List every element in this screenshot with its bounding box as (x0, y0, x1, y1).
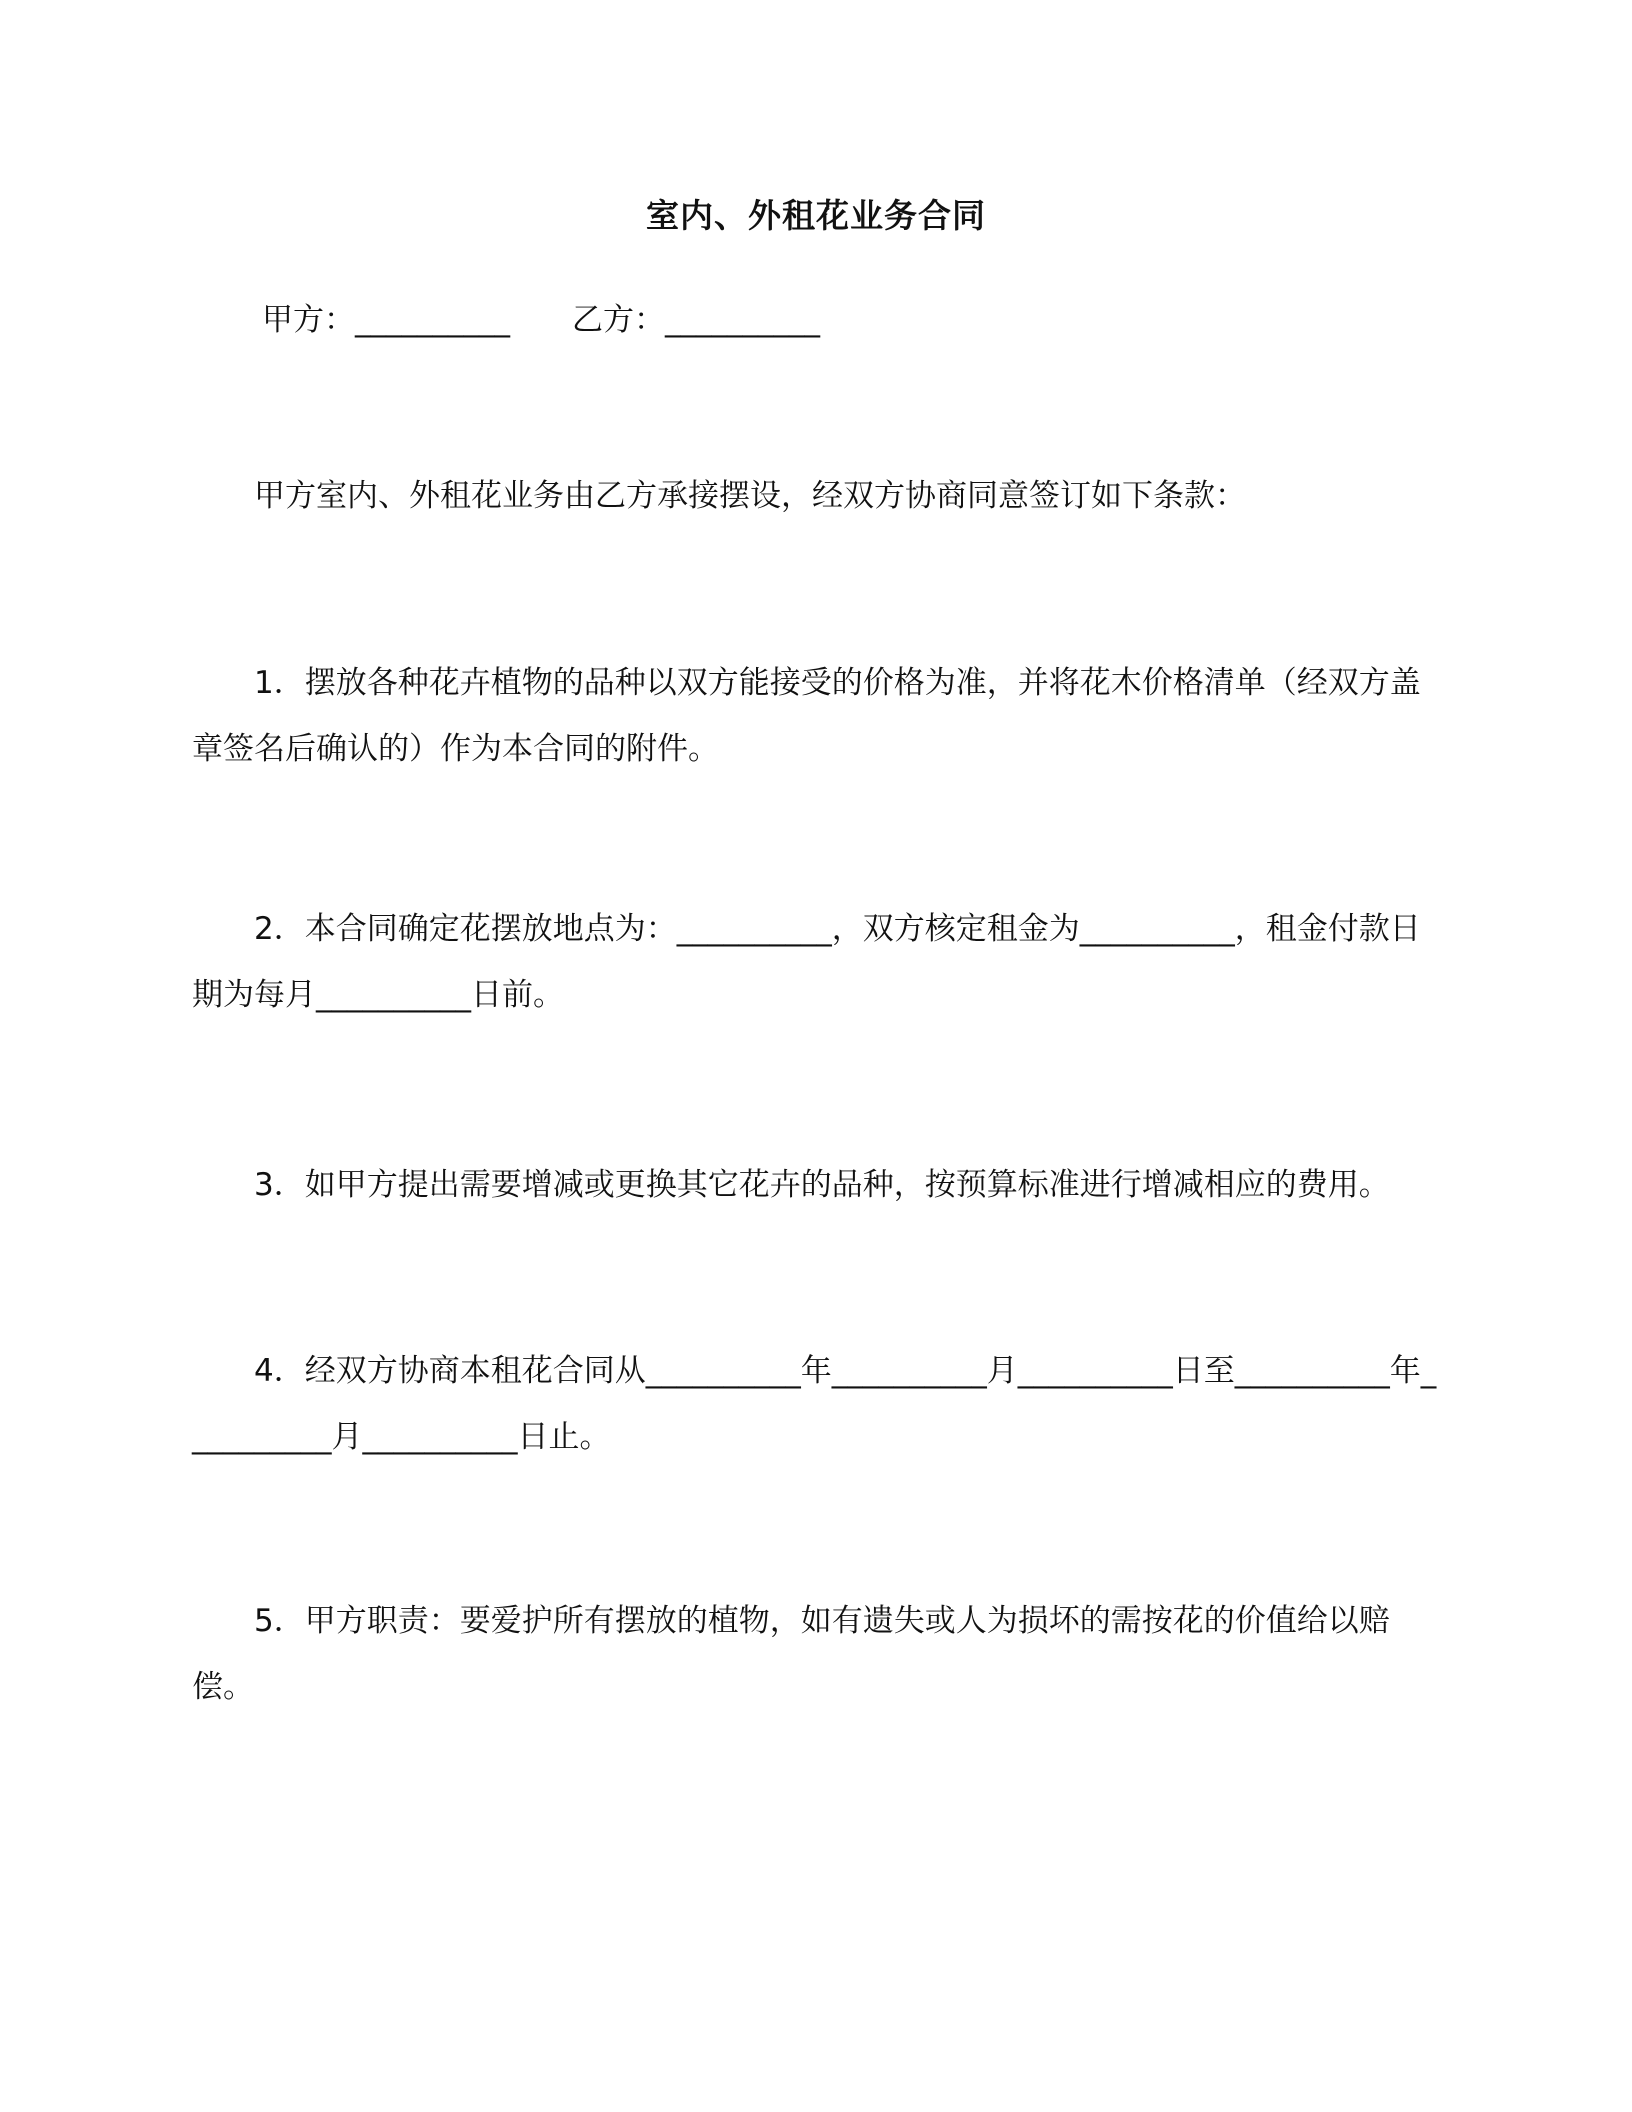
intro-paragraph: 甲方室内、外租花业务由乙方承接摆设，经双方协商同意签订如下条款： (254, 478, 1246, 514)
document-title: 室内、外租花业务合同 (646, 196, 986, 235)
clause-1: 1．摆放各种花卉植物的品种以双方能接受的价格为准，并将花木价格清单（经双方盖章签名后确认的）作为本合同的附件。 (192, 665, 1421, 767)
clause-5: 5．甲方职责：要爱护所有摆放的植物，如有遗失或人为损坏的需按花的价值给以赔偿。 (192, 1603, 1390, 1705)
clause-4: 4．经双方协商本租花合同从__________年__________月__________日至__________年__________月__________日止。 (192, 1353, 1437, 1455)
party-a-field: 甲方：__________ (262, 302, 510, 338)
clause-3: 3．如甲方提出需要增减或更换其它花卉的品种，按预算标准进行增减相应的费用。 (254, 1167, 1390, 1203)
clause-2: 2．本合同确定花摆放地点为：__________，双方核定租金为__________，租金付款日期为每月__________日前。 (192, 911, 1421, 1013)
party-b-field: 乙方：__________ (572, 302, 820, 338)
parties-line (262, 294, 820, 339)
